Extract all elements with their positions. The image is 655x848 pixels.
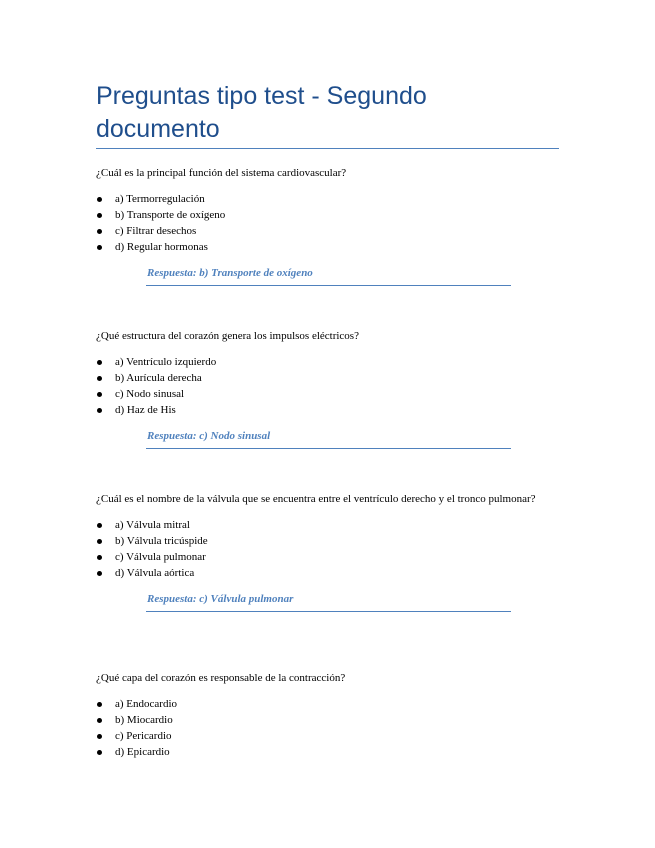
option-item	[96, 239, 561, 255]
bullet-icon	[97, 523, 102, 528]
option-label: b) Transporte de oxígeno	[115, 209, 226, 221]
option-item	[96, 712, 561, 728]
answer-label: Respuesta: c) Válvula pulmonar	[146, 591, 511, 612]
option-item	[96, 728, 561, 744]
option-label: c) Nodo sinusal	[115, 388, 185, 400]
option-item	[96, 565, 561, 581]
bullet-icon	[97, 360, 102, 365]
answer-label: Respuesta: b) Transporte de oxígeno	[146, 265, 511, 286]
bullet-icon	[97, 197, 102, 202]
option-item	[96, 370, 561, 386]
bullet-icon	[97, 245, 102, 250]
option-item	[96, 549, 561, 565]
bullet-icon	[97, 718, 102, 723]
question-text: ¿Cuál es el nombre de la válvula que se encuentra entre el ventrículo derecho y el tronco pulmonar?	[96, 493, 536, 505]
question-text: ¿Cuál es la principal función del sistema cardiovascular?	[96, 167, 347, 179]
option-item	[96, 517, 561, 533]
bullet-icon	[97, 571, 102, 576]
bullet-icon	[97, 408, 102, 413]
options-list	[96, 354, 561, 418]
options-list	[96, 191, 561, 255]
option-item	[96, 386, 561, 402]
answer-label: Respuesta: c) Nodo sinusal	[146, 428, 511, 449]
bullet-icon	[97, 539, 102, 544]
option-item	[96, 533, 561, 549]
title-underline	[96, 148, 559, 149]
bullet-icon	[97, 392, 102, 397]
option-label: d) Regular hormonas	[115, 241, 208, 253]
option-label: d) Epicardio	[115, 746, 170, 758]
option-label: b) Miocardio	[115, 714, 173, 726]
options-list	[96, 517, 561, 581]
question-text: ¿Qué estructura del corazón genera los impulsos eléctricos?	[96, 330, 359, 342]
bullet-icon	[97, 750, 102, 755]
option-item	[96, 696, 561, 712]
bullet-icon	[97, 213, 102, 218]
option-label: b) Válvula tricúspide	[115, 535, 208, 547]
question-block-3	[96, 491, 561, 612]
option-item	[96, 207, 561, 223]
option-label: c) Filtrar desechos	[115, 225, 197, 237]
option-item	[96, 402, 561, 418]
option-item	[96, 191, 561, 207]
options-list	[96, 696, 561, 760]
bullet-icon	[97, 702, 102, 707]
option-label: a) Endocardio	[115, 698, 177, 710]
bullet-icon	[97, 734, 102, 739]
bullet-icon	[97, 555, 102, 560]
option-label: b) Aurícula derecha	[115, 372, 202, 384]
option-label: d) Válvula aórtica	[115, 567, 195, 579]
option-label: d) Haz de His	[115, 404, 176, 416]
question-block-2	[96, 328, 561, 449]
question-block-4	[96, 670, 561, 760]
option-label: a) Ventrículo izquierdo	[115, 356, 217, 368]
option-item	[96, 744, 561, 760]
page-title: Preguntas tipo test - Segundo documento	[96, 82, 427, 143]
option-label: c) Pericardio	[115, 730, 172, 742]
option-label: c) Válvula pulmonar	[115, 551, 206, 563]
question-text: ¿Qué capa del corazón es responsable de la contracción?	[96, 672, 346, 684]
option-item	[96, 354, 561, 370]
bullet-icon	[97, 376, 102, 381]
option-item	[96, 223, 561, 239]
option-label: a) Termorregulación	[115, 193, 205, 205]
question-block-1	[96, 165, 561, 286]
option-label: a) Válvula mitral	[115, 519, 190, 531]
bullet-icon	[97, 229, 102, 234]
